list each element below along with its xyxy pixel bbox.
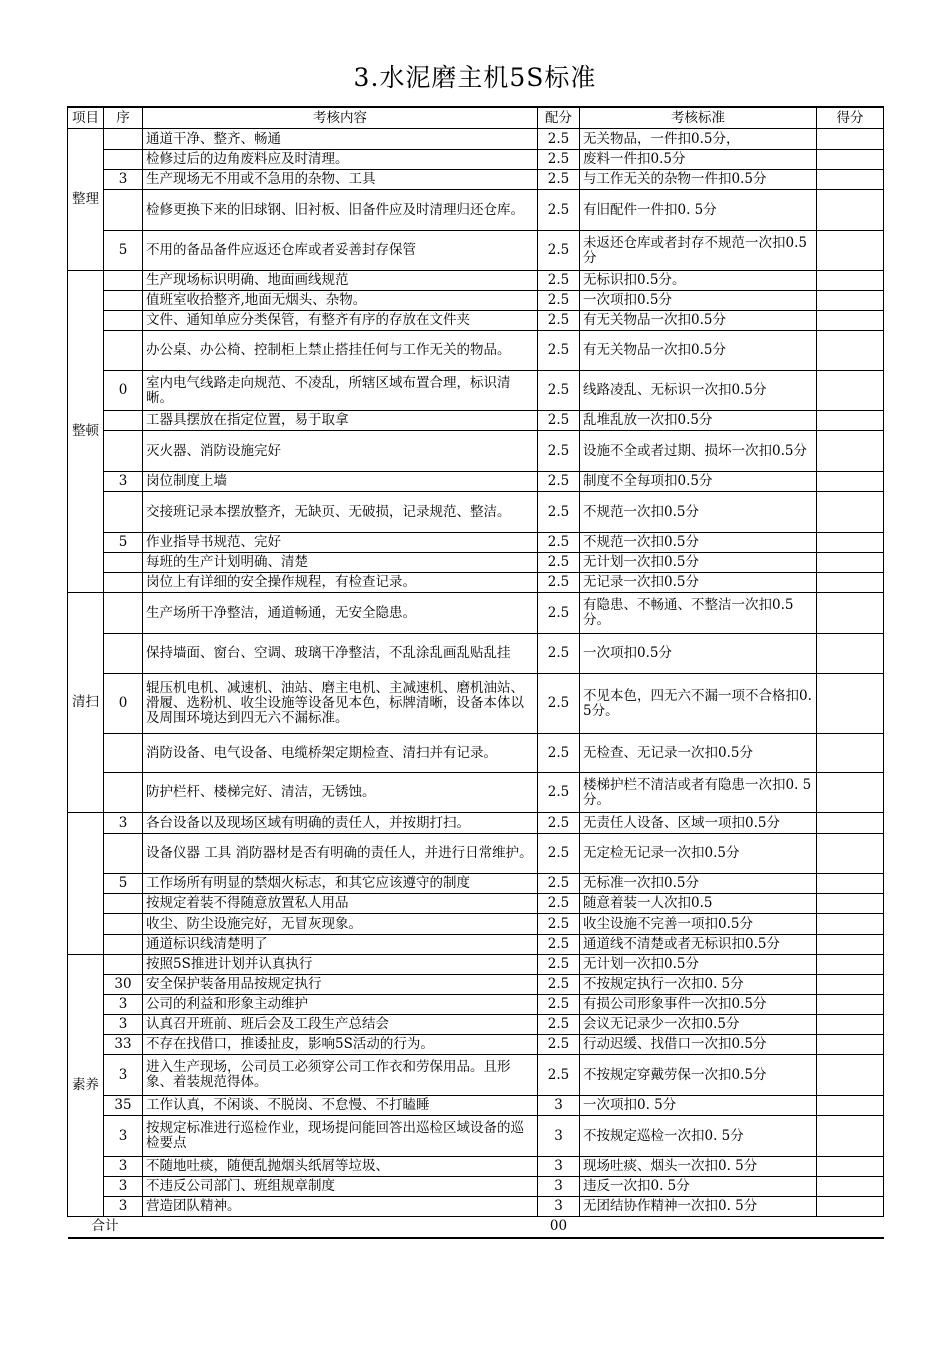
standard-cell: 有无关物品一次扣0.5分 <box>580 311 817 331</box>
score-cell: 2.5 <box>538 975 580 995</box>
got-score-cell <box>817 674 884 734</box>
standard-cell: 不见本色，四无六不漏一项不合格扣0.5分。 <box>580 674 817 734</box>
got-score-cell <box>817 1055 884 1096</box>
header-score: 配分 <box>538 107 580 129</box>
content-cell: 每班的生产计划明确、清楚 <box>143 553 538 573</box>
table-row <box>68 1096 884 1116</box>
table-row <box>68 472 884 492</box>
table-row <box>68 311 884 331</box>
table-row <box>68 894 884 914</box>
table-row <box>68 129 884 150</box>
header-item: 项目 <box>68 107 104 129</box>
total-row <box>68 1217 884 1238</box>
content-cell: 认真召开班前、班后会及工段生产总结会 <box>143 1015 538 1035</box>
table-row <box>68 150 884 170</box>
score-cell: 3 <box>538 1157 580 1177</box>
score-cell: 2.5 <box>538 190 580 231</box>
standard-cell: 不按规定穿戴劳保一次扣0.5分 <box>580 1055 817 1096</box>
content-cell: 不用的备品备件应返还仓库或者妥善封存保管 <box>143 231 538 271</box>
table-row <box>68 411 884 431</box>
content-cell: 公司的利益和形象主动维护 <box>143 995 538 1015</box>
standard-cell: 无责任人设备、区域一项扣0.5分 <box>580 813 817 834</box>
content-cell: 按规定标准进行巡检作业，现场提问能回答出巡检区域设备的巡检要点 <box>143 1116 538 1157</box>
got-score-cell <box>817 472 884 492</box>
seq-cell <box>104 331 143 371</box>
seq-cell: 30 <box>104 975 143 995</box>
seq-cell: 5 <box>104 533 143 553</box>
score-cell: 2.5 <box>538 834 580 874</box>
got-score-cell <box>817 734 884 773</box>
score-cell: 2.5 <box>538 955 580 975</box>
got-score-cell <box>817 371 884 411</box>
seq-cell: 33 <box>104 1035 143 1055</box>
score-cell: 2.5 <box>538 150 580 170</box>
table-row <box>68 975 884 995</box>
got-score-cell <box>817 955 884 975</box>
seq-cell <box>104 573 143 593</box>
score-cell: 3 <box>538 1096 580 1116</box>
score-cell: 2.5 <box>538 371 580 411</box>
score-cell: 2.5 <box>538 674 580 734</box>
table-row <box>68 1035 884 1055</box>
content-cell: 岗位制度上墙 <box>143 472 538 492</box>
table-row <box>68 593 884 634</box>
content-cell: 安全保护装备用品按规定执行 <box>143 975 538 995</box>
content-cell: 检修过后的边角废料应及时清理。 <box>143 150 538 170</box>
table-row <box>68 734 884 773</box>
standard-cell: 有隐患、不畅通、不整洁一次扣0.5分。 <box>580 593 817 634</box>
got-score-cell <box>817 1096 884 1116</box>
category-cell: 清扫 <box>68 593 104 813</box>
seq-cell: 3 <box>104 1197 143 1217</box>
got-score-cell <box>817 874 884 894</box>
content-cell: 不随地吐痰，随便乱抛烟头纸屑等垃圾、 <box>143 1157 538 1177</box>
seq-cell: 5 <box>104 874 143 894</box>
category-cell: 整顿 <box>68 271 104 593</box>
standard-cell: 收尘设施不完善一项扣0.5分 <box>580 914 817 935</box>
seq-cell <box>104 190 143 231</box>
standard-cell: 无标准一次扣0.5分 <box>580 874 817 894</box>
standard-cell: 无计划一次扣0.5分 <box>580 553 817 573</box>
got-score-cell <box>817 935 884 955</box>
standard-cell: 楼梯护栏不清洁或者有隐患一次扣0. 5分。 <box>580 773 817 813</box>
got-score-cell <box>817 311 884 331</box>
standard-cell: 无团结协作精神一次扣0. 5分 <box>580 1197 817 1217</box>
got-score-cell <box>817 975 884 995</box>
page-title: 3.水泥磨主机5S标准 <box>353 63 597 92</box>
standard-cell: 乱堆乱放一次扣0.5分 <box>580 411 817 431</box>
table-row <box>68 995 884 1015</box>
score-cell: 3 <box>538 1177 580 1197</box>
score-cell: 2.5 <box>538 634 580 674</box>
got-score-cell <box>817 593 884 634</box>
table-row <box>68 553 884 573</box>
got-score-cell <box>817 492 884 533</box>
seq-cell: 3 <box>104 472 143 492</box>
content-cell: 生产场所干净整洁，通道畅通，无安全隐患。 <box>143 593 538 634</box>
table-row <box>68 492 884 533</box>
score-cell: 2.5 <box>538 331 580 371</box>
score-cell: 2.5 <box>538 231 580 271</box>
standard-cell: 随意着装一人次扣0.5 <box>580 894 817 914</box>
content-cell: 工作场所有明显的禁烟火标志，和其它应该遵守的制度 <box>143 874 538 894</box>
total-blank <box>143 1217 538 1238</box>
score-cell: 2.5 <box>538 894 580 914</box>
table-row <box>68 170 884 190</box>
content-cell: 消防设备、电气设备、电缆桥架定期检查、清扫并有记录。 <box>143 734 538 773</box>
content-cell: 收尘、防尘设施完好，无冒灰现象。 <box>143 914 538 935</box>
total-blank-3 <box>817 1217 884 1238</box>
content-cell: 通道干净、整齐、畅通 <box>143 129 538 150</box>
seq-cell <box>104 914 143 935</box>
standard-cell: 现场吐痰、烟头一次扣0. 5分 <box>580 1157 817 1177</box>
got-score-cell <box>817 150 884 170</box>
got-score-cell <box>817 331 884 371</box>
standard-cell: 废料一件扣0.5分 <box>580 150 817 170</box>
got-score-cell <box>817 231 884 271</box>
table-row <box>68 331 884 371</box>
score-cell: 2.5 <box>538 492 580 533</box>
category-cell: 素养 <box>68 955 104 1217</box>
table-row <box>68 935 884 955</box>
total-blank-2 <box>580 1217 817 1238</box>
content-cell: 工器具摆放在指定位置，易于取拿 <box>143 411 538 431</box>
seq-cell: 3 <box>104 1015 143 1035</box>
seq-cell <box>104 773 143 813</box>
score-cell: 2.5 <box>538 773 580 813</box>
standard-table <box>67 106 884 1239</box>
seq-cell <box>104 150 143 170</box>
table-row <box>68 231 884 271</box>
score-cell: 2.5 <box>538 431 580 472</box>
standard-cell: 有无关物品一次扣0.5分 <box>580 331 817 371</box>
score-cell: 2.5 <box>538 533 580 553</box>
standard-cell: 无关物品，一件扣0.5分， <box>580 129 817 150</box>
got-score-cell <box>817 1177 884 1197</box>
table-row <box>68 1116 884 1157</box>
got-score-cell <box>817 129 884 150</box>
content-cell: 各台设备以及现场区域有明确的责任人，并按期打扫。 <box>143 813 538 834</box>
seq-cell: 3 <box>104 813 143 834</box>
seq-cell <box>104 291 143 311</box>
table-row <box>68 271 884 291</box>
table-row <box>68 1197 884 1217</box>
seq-cell: 0 <box>104 674 143 734</box>
got-score-cell <box>817 1015 884 1035</box>
got-score-cell <box>817 914 884 935</box>
seq-cell <box>104 271 143 291</box>
table-row <box>68 573 884 593</box>
standard-cell: 一次项扣0.5分 <box>580 291 817 311</box>
score-cell: 2.5 <box>538 813 580 834</box>
seq-cell: 3 <box>104 1157 143 1177</box>
score-cell: 2.5 <box>538 914 580 935</box>
standard-cell: 无记录一次扣0.5分 <box>580 573 817 593</box>
score-cell: 2.5 <box>538 291 580 311</box>
score-cell: 2.5 <box>538 593 580 634</box>
standard-cell: 一次项扣0. 5分 <box>580 1096 817 1116</box>
category-cell: 整理 <box>68 129 104 271</box>
seq-cell <box>104 894 143 914</box>
got-score-cell <box>817 834 884 874</box>
got-score-cell <box>817 634 884 674</box>
standard-cell: 一次项扣0.5分 <box>580 634 817 674</box>
content-cell: 文件、通知单应分类保管，有整齐有序的存放在文件夹 <box>143 311 538 331</box>
seq-cell <box>104 593 143 634</box>
got-score-cell <box>817 190 884 231</box>
got-score-cell <box>817 813 884 834</box>
seq-cell <box>104 935 143 955</box>
standard-cell: 无计划一次扣0.5分 <box>580 955 817 975</box>
standard-cell: 有旧配件一件扣0. 5分 <box>580 190 817 231</box>
table-row <box>68 431 884 472</box>
score-cell: 2.5 <box>538 734 580 773</box>
content-cell: 营造团队精神。 <box>143 1197 538 1217</box>
seq-cell <box>104 834 143 874</box>
table-row <box>68 674 884 734</box>
content-cell: 工作认真，不闲谈、不脱岗、不怠慢、不打瞌睡 <box>143 1096 538 1116</box>
content-cell: 进入生产现场，公司员工必须穿公司工作衣和劳保用品。且形象、着装规范得体。 <box>143 1055 538 1096</box>
got-score-cell <box>817 573 884 593</box>
seq-cell: 3 <box>104 1055 143 1096</box>
seq-cell: 3 <box>104 1116 143 1157</box>
score-cell: 2.5 <box>538 271 580 291</box>
got-score-cell <box>817 1116 884 1157</box>
got-score-cell <box>817 271 884 291</box>
standard-cell: 无标识扣0.5分。 <box>580 271 817 291</box>
got-score-cell <box>817 1035 884 1055</box>
score-cell: 2.5 <box>538 573 580 593</box>
score-cell: 2.5 <box>538 553 580 573</box>
score-cell: 2.5 <box>538 935 580 955</box>
table-row <box>68 834 884 874</box>
table-row <box>68 1015 884 1035</box>
standard-cell: 无定检无记录一次扣0.5分 <box>580 834 817 874</box>
content-cell: 不违反公司部门、班组规章制度 <box>143 1177 538 1197</box>
standard-cell: 与工作无关的杂物一件扣0.5分 <box>580 170 817 190</box>
score-cell: 2.5 <box>538 129 580 150</box>
table-row <box>68 190 884 231</box>
content-cell: 灭火器、消防设施完好 <box>143 431 538 472</box>
seq-cell: 3 <box>104 1177 143 1197</box>
header-standard: 考核标准 <box>580 107 817 129</box>
standard-cell: 通道线不清楚或者无标识扣0.5分 <box>580 935 817 955</box>
got-score-cell <box>817 291 884 311</box>
content-cell: 防护栏杆、楼梯完好、清洁，无锈蚀。 <box>143 773 538 813</box>
content-cell: 办公桌、办公椅、控制柜上禁止搭挂任何与工作无关的物品。 <box>143 331 538 371</box>
got-score-cell <box>817 553 884 573</box>
standard-cell: 无检查、无记录一次扣0.5分 <box>580 734 817 773</box>
score-cell: 3 <box>538 1197 580 1217</box>
got-score-cell <box>817 533 884 553</box>
seq-cell <box>104 955 143 975</box>
seq-cell <box>104 734 143 773</box>
standard-cell: 线路凌乱、无标识一次扣0.5分 <box>580 371 817 411</box>
seq-cell <box>104 553 143 573</box>
seq-cell <box>104 311 143 331</box>
table-row <box>68 773 884 813</box>
content-cell: 按照5S推进计划并认真执行 <box>143 955 538 975</box>
got-score-cell <box>817 1197 884 1217</box>
total-label: 合计 <box>68 1217 143 1238</box>
content-cell: 生产现场标识明确、地面画线规范 <box>143 271 538 291</box>
score-cell: 3 <box>538 1116 580 1157</box>
table-row <box>68 1157 884 1177</box>
got-score-cell <box>817 411 884 431</box>
content-cell: 保持墙面、窗台、空调、玻璃干净整洁，不乱涂乱画乱贴乱挂 <box>143 634 538 674</box>
seq-cell <box>104 634 143 674</box>
header-row <box>68 107 884 129</box>
table-row <box>68 1055 884 1096</box>
table-row <box>68 634 884 674</box>
standard-cell: 制度不全每项扣0.5分 <box>580 472 817 492</box>
header-seq: 序 <box>104 107 143 129</box>
content-cell: 辊压机电机、减速机、油站、磨主电机、主减速机、磨机油站、滑履、选粉机、收尘设施等设备见本色，标牌清晰，设备本体以及周围环境达到四无六不漏标准。 <box>143 674 538 734</box>
table-row <box>68 371 884 411</box>
seq-cell: 3 <box>104 170 143 190</box>
total-score: 00 <box>538 1217 580 1238</box>
content-cell: 值班室收拾整齐,地面无烟头、杂物。 <box>143 291 538 311</box>
standard-cell: 不按规定执行一次扣0. 5分 <box>580 975 817 995</box>
standard-cell: 有损公司形象事件一次扣0.5分 <box>580 995 817 1015</box>
seq-cell <box>104 492 143 533</box>
standard-cell: 设施不全或者过期、损坏一次扣0.5分 <box>580 431 817 472</box>
standard-cell: 行动迟缓、找借口一次扣0.5分 <box>580 1035 817 1055</box>
content-cell: 交接班记录本摆放整齐，无缺页、无破损，记录规范、整洁。 <box>143 492 538 533</box>
header-got: 得分 <box>817 107 884 129</box>
got-score-cell <box>817 1157 884 1177</box>
table-row <box>68 291 884 311</box>
score-cell: 2.5 <box>538 1015 580 1035</box>
content-cell: 室内电气线路走向规范、不凌乱，所辖区域布置合理，标识清晰。 <box>143 371 538 411</box>
standard-cell: 违反一次扣0. 5分 <box>580 1177 817 1197</box>
got-score-cell <box>817 995 884 1015</box>
score-cell: 2.5 <box>538 1035 580 1055</box>
header-content: 考核内容 <box>143 107 538 129</box>
score-cell: 2.5 <box>538 874 580 894</box>
content-cell: 通道标识线清楚明了 <box>143 935 538 955</box>
seq-cell: 0 <box>104 371 143 411</box>
content-cell: 不存在找借口，推诿扯皮，影响5S活动的行为。 <box>143 1035 538 1055</box>
content-cell: 作业指导书规范、完好 <box>143 533 538 553</box>
seq-cell: 3 <box>104 995 143 1015</box>
score-cell: 2.5 <box>538 311 580 331</box>
score-cell: 2.5 <box>538 411 580 431</box>
standard-cell: 不规范一次扣0.5分 <box>580 492 817 533</box>
content-cell: 设备仪器 工具 消防器材是否有明确的责任人，并进行日常维护。 <box>143 834 538 874</box>
content-cell: 岗位上有详细的安全操作规程，有检查记录。 <box>143 573 538 593</box>
content-cell: 生产现场无不用或不急用的杂物、工具 <box>143 170 538 190</box>
content-cell: 检修更换下来的旧球钢、旧衬板、旧备件应及时清理归还仓库。 <box>143 190 538 231</box>
got-score-cell <box>817 773 884 813</box>
table-row <box>68 1177 884 1197</box>
table-row <box>68 813 884 834</box>
table-row <box>68 914 884 935</box>
score-cell: 2.5 <box>538 170 580 190</box>
table-row <box>68 533 884 553</box>
table-row <box>68 955 884 975</box>
standard-cell: 会议无记录少一次扣0.5分 <box>580 1015 817 1035</box>
seq-cell: 5 <box>104 231 143 271</box>
seq-cell <box>104 431 143 472</box>
score-cell: 2.5 <box>538 995 580 1015</box>
score-cell: 2.5 <box>538 1055 580 1096</box>
table-row <box>68 874 884 894</box>
category-cell <box>68 813 104 955</box>
got-score-cell <box>817 170 884 190</box>
standard-cell: 不按规定巡检一次扣0. 5分 <box>580 1116 817 1157</box>
seq-cell <box>104 129 143 150</box>
standard-cell: 未返还仓库或者封存不规范一次扣0.5分 <box>580 231 817 271</box>
standard-cell: 不规范一次扣0.5分 <box>580 533 817 553</box>
got-score-cell <box>817 894 884 914</box>
seq-cell: 35 <box>104 1096 143 1116</box>
got-score-cell <box>817 431 884 472</box>
score-cell: 2.5 <box>538 472 580 492</box>
content-cell: 按规定着装不得随意放置私人用品 <box>143 894 538 914</box>
seq-cell <box>104 411 143 431</box>
